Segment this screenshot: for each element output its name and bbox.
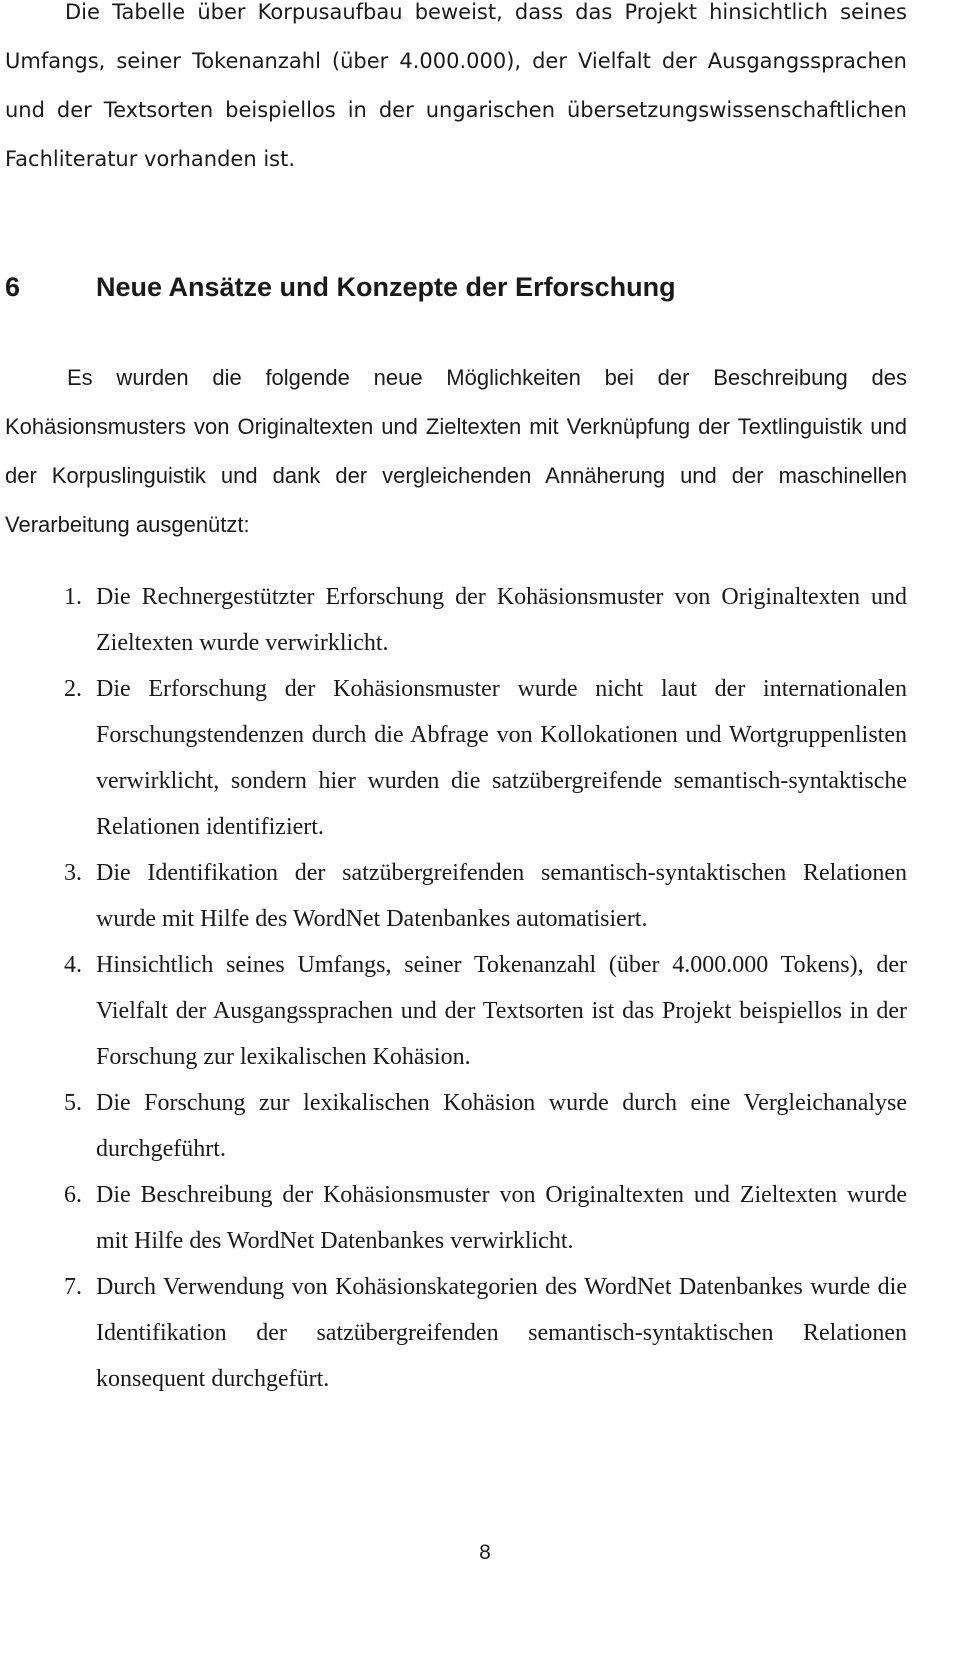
page-number: 8 <box>479 1541 491 1564</box>
section-number: 6 <box>5 272 21 302</box>
list-item-marker: 2. <box>64 676 82 702</box>
list-item-marker: 5. <box>64 1090 82 1116</box>
list-item <box>0 666 907 850</box>
intro-paragraph: Die Tabelle über Korpusaufbau beweist, dass das Projekt hinsichtlich seines Umfangs, seiner Tokenanzahl (über 4.000.000), der Vielfalt der Ausgangssprachen und der Textsorten beispiellos in der ungarischen übersetzungswissenschaftlichen Fachliteratur vorhanden ist. <box>5 0 907 171</box>
list-item-marker: 4. <box>64 952 82 978</box>
list-item <box>0 574 907 666</box>
list-item <box>0 1080 907 1172</box>
list-item-text: Die Erforschung der Kohäsionsmuster wurde nicht laut der internationalen Forschungstendenzen durch die Abfrage von Kollokationen und Wortgruppenlisten verwirklicht, sondern hier wurden die satzübergreifende semantisch-syntaktische Relationen identifiziert. <box>96 676 907 840</box>
list-item-text: Die Rechnergestützter Erforschung der Kohäsionsmuster von Originaltexten und Zieltexten wurde verwirklicht. <box>96 584 907 656</box>
list-item <box>0 1172 907 1264</box>
list-item <box>0 1264 907 1402</box>
numbered-list <box>0 574 907 1402</box>
list-item-marker: 7. <box>64 1274 82 1300</box>
list-item-text: Durch Verwendung von Kohäsionskategorien des WordNet Datenbankes wurde die Identifikation der satzübergreifenden semantisch-syntaktischen Relationen konsequent durchgefürt. <box>96 1274 907 1392</box>
list-item-marker: 1. <box>64 584 82 610</box>
list-item-marker: 3. <box>64 860 82 886</box>
list-item <box>0 850 907 942</box>
list-item-marker: 6. <box>64 1182 82 1208</box>
list-item-text: Die Beschreibung der Kohäsionsmuster von Originaltexten und Zieltexten wurde mit Hilfe des WordNet Datenbankes verwirklicht. <box>96 1182 907 1254</box>
list-item-text: Die Identifikation der satzübergreifenden semantisch-syntaktischen Relationen wurde mit Hilfe des WordNet Datenbankes automatisiert. <box>96 860 907 932</box>
list-item <box>0 942 907 1080</box>
section-title: Neue Ansätze und Konzepte der Erforschung <box>96 272 676 302</box>
list-item-text: Die Forschung zur lexikalischen Kohäsion wurde durch eine Vergleichanalyse durchgeführt. <box>96 1090 907 1162</box>
section-paragraph: Es wurden die folgende neue Möglichkeiten bei der Beschreibung des Kohäsionsmusters von Originaltexten und Zieltexten mit Verknüpfung der Textlinguistik und der Korpuslinguistik und dank der vergleichenden Annäherung und der maschinellen Verarbeitung ausgenützt: <box>5 365 907 537</box>
list-item-text: Hinsichtlich seines Umfangs, seiner Tokenanzahl (über 4.000.000 Tokens), der Vielfalt der Ausgangssprachen und der Textsorten ist das Projekt beispiellos in der Forschung zur lexikalischen Kohäsion. <box>96 952 907 1070</box>
section-heading <box>5 270 676 304</box>
